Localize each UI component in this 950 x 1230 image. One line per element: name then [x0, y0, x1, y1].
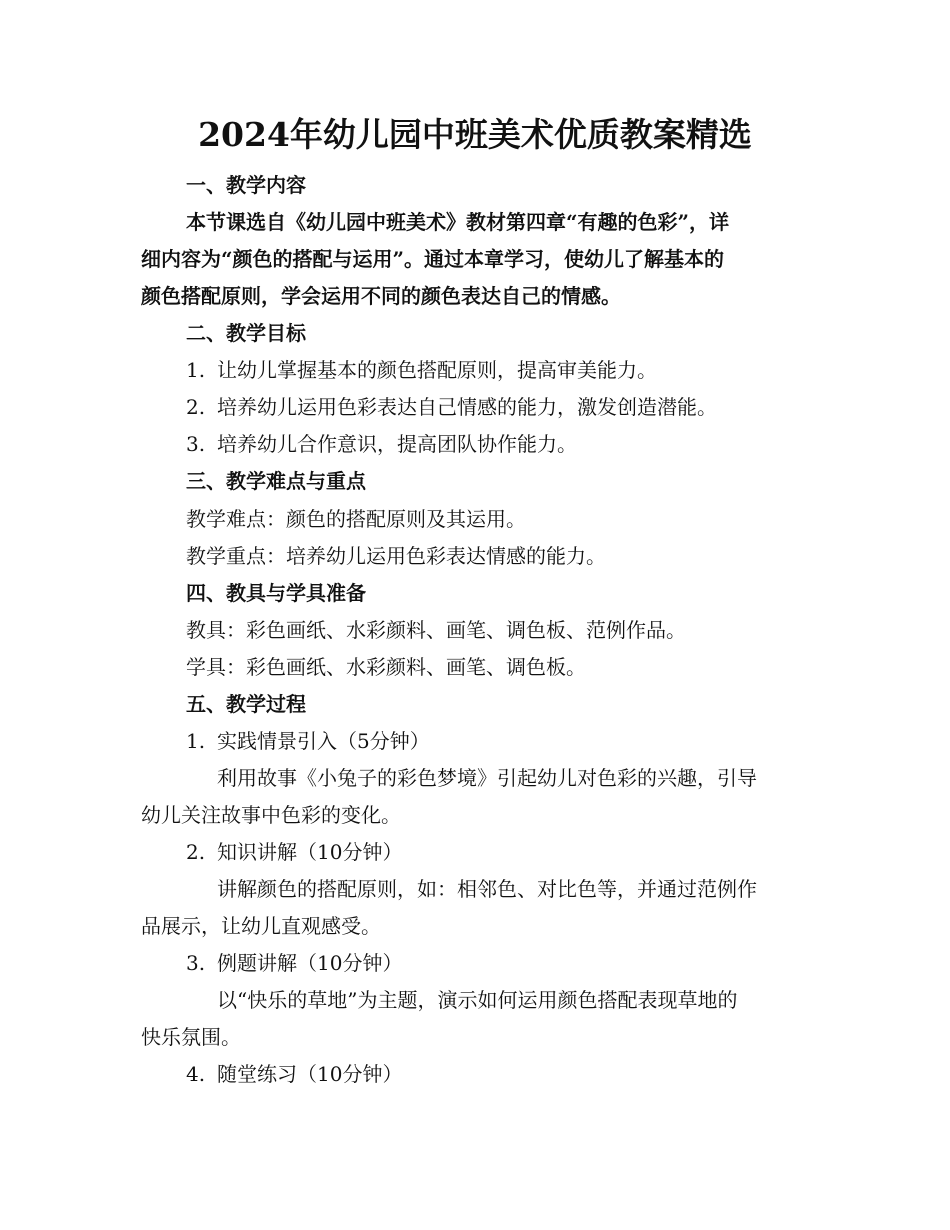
item-number: 2. [186, 395, 206, 419]
step-title [186, 1060, 402, 1088]
step-number: 1. [186, 729, 206, 753]
content-paragraph-line: 细内容为“颜色的搭配与运用”。通过本章学习，使幼儿了解基本的 [141, 247, 725, 271]
step-title [186, 949, 402, 977]
section-heading-objectives: 二、教学目标 [186, 321, 306, 345]
step-title [186, 727, 430, 755]
step-number: 4. [186, 1062, 206, 1086]
step-title-text: 随堂练习（10分钟） [217, 1062, 403, 1086]
section-heading-process: 五、教学过程 [186, 692, 306, 716]
section-heading-content: 一、教学内容 [186, 173, 306, 197]
step-body-line: 利用故事《小兔子的彩色梦境》引起幼儿对色彩的兴趣，引导 [217, 766, 757, 790]
objective-item [186, 393, 717, 421]
step-title-text: 实践情景引入（5分钟） [217, 729, 430, 753]
student-materials-line: 学具：彩色画纸、水彩颜料、画笔、调色板。 [186, 655, 586, 679]
step-number: 2. [186, 840, 206, 864]
focus-line: 教学重点：培养幼儿运用色彩表达情感的能力。 [186, 544, 606, 568]
step-body-line: 快乐氛围。 [141, 1025, 241, 1049]
content-paragraph-line: 本节课选自《幼儿园中班美术》教材第四章“有趣的色彩”，详 [186, 210, 730, 234]
step-title-text: 知识讲解（10分钟） [217, 840, 403, 864]
step-number: 3. [186, 951, 206, 975]
step-title-text: 例题讲解（10分钟） [217, 951, 403, 975]
step-body-line: 以“快乐的草地”为主题，演示如何运用颜色搭配表现草地的 [217, 988, 738, 1012]
item-number: 3. [186, 432, 206, 456]
step-body-line: 讲解颜色的搭配原则，如：相邻色、对比色等，并通过范例作 [217, 877, 757, 901]
item-text: 让幼儿掌握基本的颜色搭配原则，提高审美能力。 [217, 358, 657, 382]
step-body-line: 幼儿关注故事中色彩的变化。 [141, 803, 401, 827]
step-body-line: 品展示，让幼儿直观感受。 [141, 914, 381, 938]
content-paragraph-line: 颜色搭配原则，学会运用不同的颜色表达自己的情感。 [141, 284, 621, 308]
difficulty-line: 教学难点：颜色的搭配原则及其运用。 [186, 507, 526, 531]
step-title [186, 838, 402, 866]
item-text: 培养幼儿合作意识，提高团队协作能力。 [217, 432, 577, 456]
section-heading-key-points: 三、教学难点与重点 [186, 469, 366, 493]
objective-item [186, 430, 577, 458]
item-text: 培养幼儿运用色彩表达自己情感的能力，激发创造潜能。 [217, 395, 717, 419]
teacher-materials-line: 教具：彩色画纸、水彩颜料、画笔、调色板、范例作品。 [186, 618, 686, 642]
section-heading-materials: 四、教具与学具准备 [186, 581, 366, 605]
item-number: 1. [186, 358, 206, 382]
objective-item [186, 356, 657, 384]
document-title: 2024年幼儿园中班美术优质教案精选 [198, 115, 752, 154]
